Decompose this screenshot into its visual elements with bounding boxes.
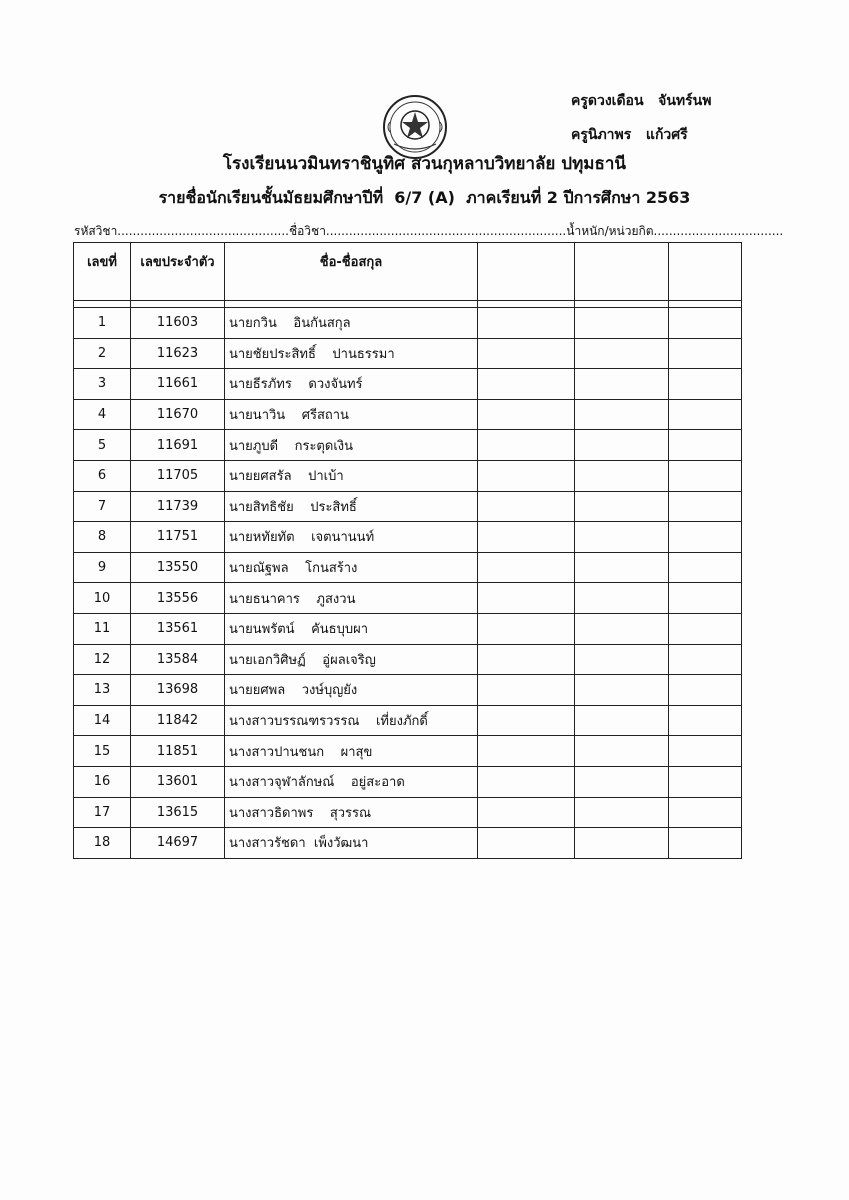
row-blank-1 xyxy=(478,369,575,400)
row-name: นายธีรภัทร ดวงจันทร์ xyxy=(225,369,478,400)
row-blank-1 xyxy=(478,399,575,430)
row-student-id: 13584 xyxy=(131,644,225,675)
row-name: นายชัยประสิทธิ์ ปานธรรมา xyxy=(225,338,478,369)
row-blank-1 xyxy=(478,338,575,369)
row-blank-1 xyxy=(478,675,575,706)
subject-name-field: ชื่อวิชา............................................................... xyxy=(288,224,567,238)
row-student-id: 11842 xyxy=(131,705,225,736)
row-no: 8 xyxy=(74,522,131,553)
row-no: 12 xyxy=(74,644,131,675)
row-no: 3 xyxy=(74,369,131,400)
row-name: นายยศพล วงษ์บุญยัง xyxy=(225,675,478,706)
header-blank-2 xyxy=(575,243,669,301)
row-student-id: 11623 xyxy=(131,338,225,369)
row-blank-1 xyxy=(478,644,575,675)
row-blank-1 xyxy=(478,552,575,583)
row-blank-3 xyxy=(669,705,742,736)
row-student-id: 11670 xyxy=(131,399,225,430)
row-name: นายสิทธิชัย ประสิทธิ์ xyxy=(225,491,478,522)
table-row xyxy=(74,460,742,491)
row-blank-3 xyxy=(669,522,742,553)
row-no: 4 xyxy=(74,399,131,430)
row-blank-1 xyxy=(478,736,575,767)
header-blank-1 xyxy=(478,243,575,301)
row-blank-3 xyxy=(669,369,742,400)
table-header-row xyxy=(74,243,742,301)
row-student-id: 11851 xyxy=(131,736,225,767)
row-student-id: 13561 xyxy=(131,613,225,644)
header-no: เลขที่ xyxy=(74,243,131,301)
row-name: นายยศสรัล ปาเบ้า xyxy=(225,460,478,491)
row-blank-1 xyxy=(478,308,575,339)
row-blank-2 xyxy=(575,430,669,461)
row-blank-1 xyxy=(478,705,575,736)
row-blank-2 xyxy=(575,828,669,859)
row-student-id: 11751 xyxy=(131,522,225,553)
row-blank-3 xyxy=(669,766,742,797)
row-blank-2 xyxy=(575,613,669,644)
row-no: 16 xyxy=(74,766,131,797)
row-name: นางสาวจุฬาลักษณ์ อยู่สะอาด xyxy=(225,766,478,797)
row-blank-2 xyxy=(575,675,669,706)
row-blank-2 xyxy=(575,460,669,491)
row-no: 14 xyxy=(74,705,131,736)
table-row xyxy=(74,430,742,461)
row-blank-2 xyxy=(575,552,669,583)
row-name: นายภูบดี กระตุดเงิน xyxy=(225,430,478,461)
table-row xyxy=(74,308,742,339)
list-title: รายชื่อนักเรียนชั้นมัธยมศึกษาปีที่ 6/7 (A) ภาคเรียนที่ 2 ปีการศึกษา 2563 xyxy=(158,188,691,207)
row-blank-3 xyxy=(669,430,742,461)
row-student-id: 13698 xyxy=(131,675,225,706)
row-no: 10 xyxy=(74,583,131,614)
table-row xyxy=(74,736,742,767)
row-no: 7 xyxy=(74,491,131,522)
row-student-id: 14697 xyxy=(131,828,225,859)
row-blank-3 xyxy=(669,552,742,583)
row-student-id: 13556 xyxy=(131,583,225,614)
header-student-id: เลขประจำตัว xyxy=(131,243,225,301)
table-row xyxy=(74,338,742,369)
table-row xyxy=(74,797,742,828)
row-blank-2 xyxy=(575,583,669,614)
teacher-name-1: ครูดวงเดือน จันทร์นพ xyxy=(571,93,712,109)
row-blank-1 xyxy=(478,430,575,461)
table-row xyxy=(74,399,742,430)
table-row xyxy=(74,613,742,644)
row-blank-2 xyxy=(575,491,669,522)
row-name: นายหทัยทัต เจตนานนท์ xyxy=(225,522,478,553)
row-name: นายกวิน อินกันสกุล xyxy=(225,308,478,339)
table-row xyxy=(74,644,742,675)
credit-field: น้ำหนัก/หน่วยกิต.................................. xyxy=(566,224,784,238)
table-row xyxy=(74,522,742,553)
row-blank-3 xyxy=(669,399,742,430)
row-no: 17 xyxy=(74,797,131,828)
row-blank-2 xyxy=(575,766,669,797)
row-student-id: 11739 xyxy=(131,491,225,522)
row-no: 18 xyxy=(74,828,131,859)
row-blank-2 xyxy=(575,338,669,369)
table-row xyxy=(74,675,742,706)
teacher-names xyxy=(571,84,831,152)
row-student-id: 13615 xyxy=(131,797,225,828)
row-blank-3 xyxy=(669,583,742,614)
row-blank-1 xyxy=(478,522,575,553)
row-name: นายนพรัตน์ คันธบุบผา xyxy=(225,613,478,644)
row-no: 5 xyxy=(74,430,131,461)
table-body xyxy=(74,301,742,859)
row-student-id: 11603 xyxy=(131,308,225,339)
row-blank-1 xyxy=(478,613,575,644)
row-name: นางสาวรัชดา เพ็งวัฒนา xyxy=(225,828,478,859)
row-blank-2 xyxy=(575,522,669,553)
subject-code-field: รหัสวิชา............................................. xyxy=(74,224,289,238)
student-roster-table xyxy=(73,242,742,859)
table-row xyxy=(74,583,742,614)
row-name: นายนาวิน ศรีสถาน xyxy=(225,399,478,430)
row-blank-2 xyxy=(575,705,669,736)
row-name: นางสาวธิดาพร สุวรรณ xyxy=(225,797,478,828)
row-no: 2 xyxy=(74,338,131,369)
row-no: 13 xyxy=(74,675,131,706)
row-blank-1 xyxy=(478,828,575,859)
table-row xyxy=(74,766,742,797)
subject-info-line xyxy=(74,222,784,241)
row-blank-1 xyxy=(478,583,575,614)
row-blank-2 xyxy=(575,736,669,767)
row-no: 9 xyxy=(74,552,131,583)
table-row xyxy=(74,491,742,522)
header-spacer-row xyxy=(74,301,742,308)
row-blank-3 xyxy=(669,828,742,859)
row-blank-3 xyxy=(669,613,742,644)
row-name: นางสาวปานชนก ผาสุข xyxy=(225,736,478,767)
row-student-id: 11705 xyxy=(131,460,225,491)
row-student-id: 13601 xyxy=(131,766,225,797)
row-no: 11 xyxy=(74,613,131,644)
teacher-name-2: ครูนิภาพร แก้วศรี xyxy=(571,127,688,143)
row-name: นางสาวบรรณฑรวรรณ เที่ยงภักดิ์ xyxy=(225,705,478,736)
row-blank-2 xyxy=(575,797,669,828)
row-student-id: 13550 xyxy=(131,552,225,583)
row-blank-3 xyxy=(669,736,742,767)
row-student-id: 11691 xyxy=(131,430,225,461)
row-blank-3 xyxy=(669,308,742,339)
row-name: นายธนาคาร ภูสงวน xyxy=(225,583,478,614)
row-student-id: 11661 xyxy=(131,369,225,400)
row-no: 6 xyxy=(74,460,131,491)
header-name: ชื่อ-ชื่อสกุล xyxy=(225,243,478,301)
row-blank-3 xyxy=(669,675,742,706)
table-row xyxy=(74,705,742,736)
row-blank-3 xyxy=(669,491,742,522)
row-blank-3 xyxy=(669,644,742,675)
row-name: นายณัฐพล โกนสร้าง xyxy=(225,552,478,583)
row-no: 15 xyxy=(74,736,131,767)
row-blank-3 xyxy=(669,338,742,369)
row-blank-2 xyxy=(575,369,669,400)
table-row xyxy=(74,828,742,859)
row-blank-2 xyxy=(575,399,669,430)
row-blank-2 xyxy=(575,308,669,339)
header-blank-3 xyxy=(669,243,742,301)
table-row xyxy=(74,369,742,400)
row-blank-1 xyxy=(478,460,575,491)
row-blank-3 xyxy=(669,797,742,828)
row-blank-1 xyxy=(478,491,575,522)
row-blank-1 xyxy=(478,797,575,828)
row-blank-2 xyxy=(575,644,669,675)
school-title: โรงเรียนนวมินทราชินูทิศ สวนกุหลาบวิทยาลัย ปทุมธานี xyxy=(222,154,627,174)
row-blank-1 xyxy=(478,766,575,797)
row-name: นายเอกวิศิษฏ์ อู่ผลเจริญ xyxy=(225,644,478,675)
row-no: 1 xyxy=(74,308,131,339)
table-row xyxy=(74,552,742,583)
row-blank-3 xyxy=(669,460,742,491)
